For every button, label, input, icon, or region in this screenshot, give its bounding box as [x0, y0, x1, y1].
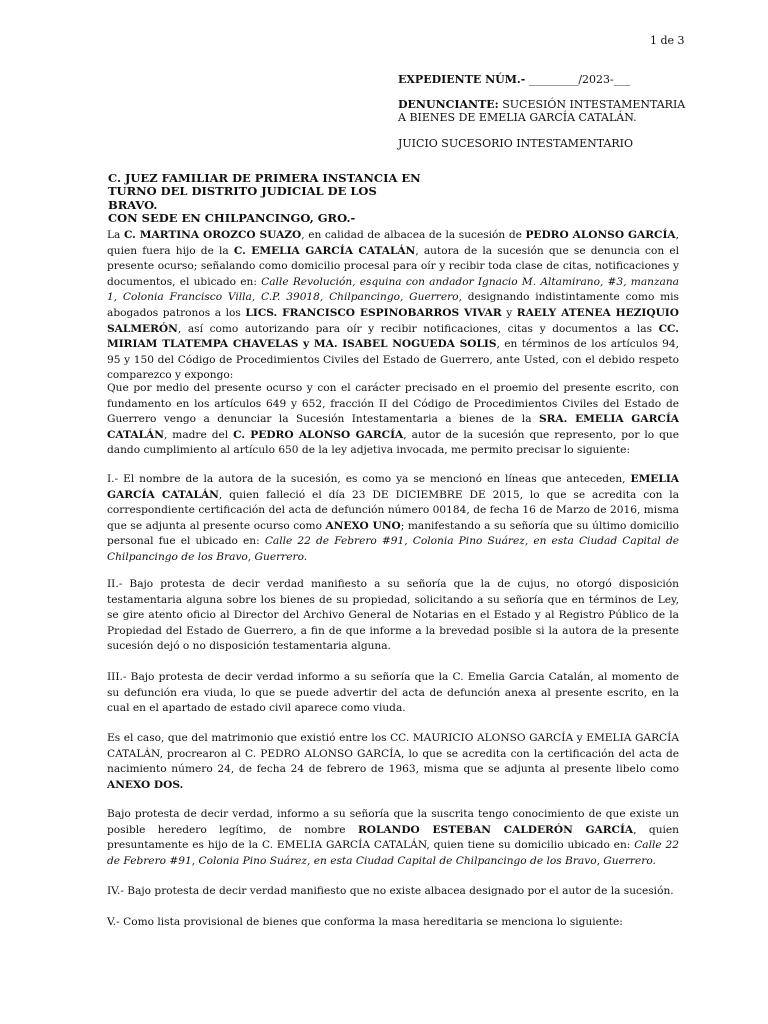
p8-text: IV.- Bajo protesta de decir verdad manifiesto que no existe albacea designado por el autor de la sucesión.	[107, 885, 674, 897]
p1-text-3: , quien fuera hijo de la	[107, 229, 680, 257]
expediente-label: EXPEDIENTE NÚM.-	[398, 73, 526, 86]
denunciante-line	[398, 98, 688, 124]
p1-text-6: y	[501, 306, 517, 319]
expediente-line	[398, 73, 688, 86]
addressee-line-1: C. JUEZ FAMILIAR DE PRIMERA INSTANCIA EN	[108, 171, 421, 185]
case-header	[398, 73, 688, 150]
p2-text-1: Que por medio del presente ocurso y con el carácter precisado en el proemio del presente escrito, con fundamento en los artículos 649 y 652, fracción II del Código de Procedimientos Civiles del Estado de Guerrero vengo a denunciar la Sucesión Intestamentaria a bienes de la	[107, 382, 679, 426]
page-number: 1 de 3	[650, 34, 685, 47]
paragraph-point-1	[107, 472, 679, 566]
p1-bold-6: CC. MIRIAM TLATEMPA CHAVELAS y MA. ISABEL NOGUEDA SOLIS	[107, 322, 679, 351]
p6-text-1: Es el caso, que del matrimonio que existió entre los CC. MAURICIO ALONSO GARCÍA y EMELIA GARCÍA CATALÁN, procrearon al C. PEDRO ALONSO GARCÍA, lo que se acredita con la certificación del acta de nacimiento número 24, de fecha 24 de febrero de 1963, misma que se adjunta al presente libelo como	[107, 732, 679, 776]
p4-text: II.- Bajo protesta de decir verdad manifiesto a su señoría que la de cujus, no otorgó disposición testamentaria alguna sobre los bienes de su propiedad, solicitando a su señoría que en términos de Ley, se gire atento oficio al Director del Archivo General de Notarias en el Estado y al Registro Público de la Propiedad del Estado de Guerrero, a fin de que informe a la brevedad posible si la autora de la presente sucesión dejó o no disposición testamentaria alguna.	[107, 578, 679, 653]
p5-text: III.- Bajo protesta de decir verdad informo a su señoría que la C. Emelia Garcia Catalán, al momento de su defunción era viuda, lo que se puede advertir del acta de defunción anexa al presente escrito, en la cual en el apartado de estado civil aparece como viuda.	[107, 671, 679, 715]
paragraph-matrimonio	[107, 731, 679, 793]
addressee-block	[108, 172, 428, 225]
p3-text-2: , quien falleció el día 23 DE DICIEMBRE DE 2015, lo que se acredita con la correspondiente certificación del acta de defunción número 00184, de fecha 16 de Marzo de 2016, misma que se adjunta al presente ocurso como	[107, 488, 680, 532]
paragraph-point-4	[107, 884, 679, 900]
paragraph-point-5	[107, 915, 679, 931]
p1-italic-address: Calle Revolución, esquina con andador Ignacio M. Altamirano, #3, manzana 1, Colonia Francisco Villa, C.P. 39018, Chilpancingo, Guerrero	[107, 275, 679, 304]
p3-bold-2: ANEXO UNO	[325, 519, 401, 532]
paragraph-point-2	[107, 577, 679, 655]
juicio-line: JUICIO SUCESORIO INTESTAMENTARIO	[398, 137, 634, 150]
p3-text-1: I.- El nombre de la autora de la sucesión, es como ya se mencionó en líneas que anteceden,	[107, 473, 631, 485]
paragraph-fundamento	[107, 381, 679, 459]
p1-text-5: , designando indistintamente como mis abogados patronos a los	[107, 291, 679, 319]
p7-text-2: , quien presuntamente es hijo de la C. EMELIA GARCÍA CATALÁN, quien tiene su domicilio ubicado en:	[107, 823, 679, 852]
p1-bold-4: LICS. FRANCISCO ESPINOBARROS VIVAR	[245, 306, 502, 319]
p1-bold-1: C. MARTINA OROZCO SUAZO	[123, 229, 302, 241]
p2-text-3: , autor de la sucesión que represento, por lo que dando cumplimiento al artículo 650 de la ley adjetiva invocada, me permito precisar lo siguiente:	[107, 428, 679, 457]
p7-bold-1: ROLANDO ESTEBAN CALDERÓN GARCÍA	[357, 823, 634, 836]
p1-bold-3: C. EMELIA GARCÍA CATALÁN	[233, 244, 416, 257]
p7-italic-address: Calle 22 de Febrero #91, Colonia Pino Suárez, en esta Ciudad Capital de Chilpancingo de los Bravo, Guerrero.	[107, 839, 679, 867]
denunciante-label: DENUNCIANTE:	[398, 98, 499, 111]
paragraph-point-3	[107, 670, 679, 717]
p2-bold-1: SRA. EMELIA GARCÍA CATALÁN	[107, 413, 679, 441]
p1-text-2: , en calidad de albacea de la sucesión de	[301, 229, 526, 241]
addressee-line-3: CON SEDE EN CHILPANCINGO, GRO.-	[108, 210, 356, 225]
p3-bold-1: EMELIA GARCÍA CATALÁN	[107, 473, 679, 501]
p3-text-3: ; manifestando a su señoría que su último domicilio personal fue el ubicado en:	[107, 519, 680, 548]
p7-text-1: Bajo protesta de decir verdad, informo a su señoría que la suscrita tengo conocimiento de que existe un posible heredero legítimo, de nombre	[107, 808, 679, 836]
paragraph-heredero	[107, 807, 679, 869]
p1-text-8: , en términos de los artículos 94, 95 y 150 del Código de Procedimientos Civiles del Estado de Guerrero, ante Usted, con el debido respeto comparezco y expongo:	[107, 338, 679, 382]
p1-bold-2: PEDRO ALONSO GARCÍA	[525, 229, 676, 241]
addressee-line-2: TURNO DEL DISTRITO JUDICIAL DE LOS BRAVO.	[108, 184, 377, 212]
p2-bold-2: C. PEDRO ALONSO GARCÍA	[233, 428, 404, 441]
paragraph-proemio	[107, 228, 679, 384]
p2-text-2: , madre del	[163, 428, 234, 441]
p1-text-4: , autora de la sucesión que se denuncia con el presente ocurso; señalando como domicilio procesal para oír y recibir toda clase de citas, notificaciones y documentos, el ubicado en:	[107, 244, 679, 288]
p1-bold-5: RAELY ATENEA HEZIQUIO SALMERÓN	[107, 306, 679, 335]
p3-italic-address: Calle 22 de Febrero #91, Colonia Pino Suárez, en esta Ciudad Capital de Chilpancingo de los Bravo, Guerrero.	[107, 535, 679, 563]
p1-text-1: La	[107, 229, 124, 241]
expediente-value: _________/2023-___	[525, 73, 631, 86]
p1-text-7: , así como autorizando para oír y recibir notificaciones, citas y documentos a las	[177, 322, 659, 335]
denunciante-value: SUCESIÓN INTESTAMENTARIA A BIENES DE EMELIA GARCÍA CATALÁN.	[398, 98, 686, 124]
p9-text: V.- Como lista provisional de bienes que conforma la masa hereditaria se menciona lo siguiente:	[107, 916, 623, 928]
p6-bold-1: ANEXO DOS.	[107, 778, 184, 791]
